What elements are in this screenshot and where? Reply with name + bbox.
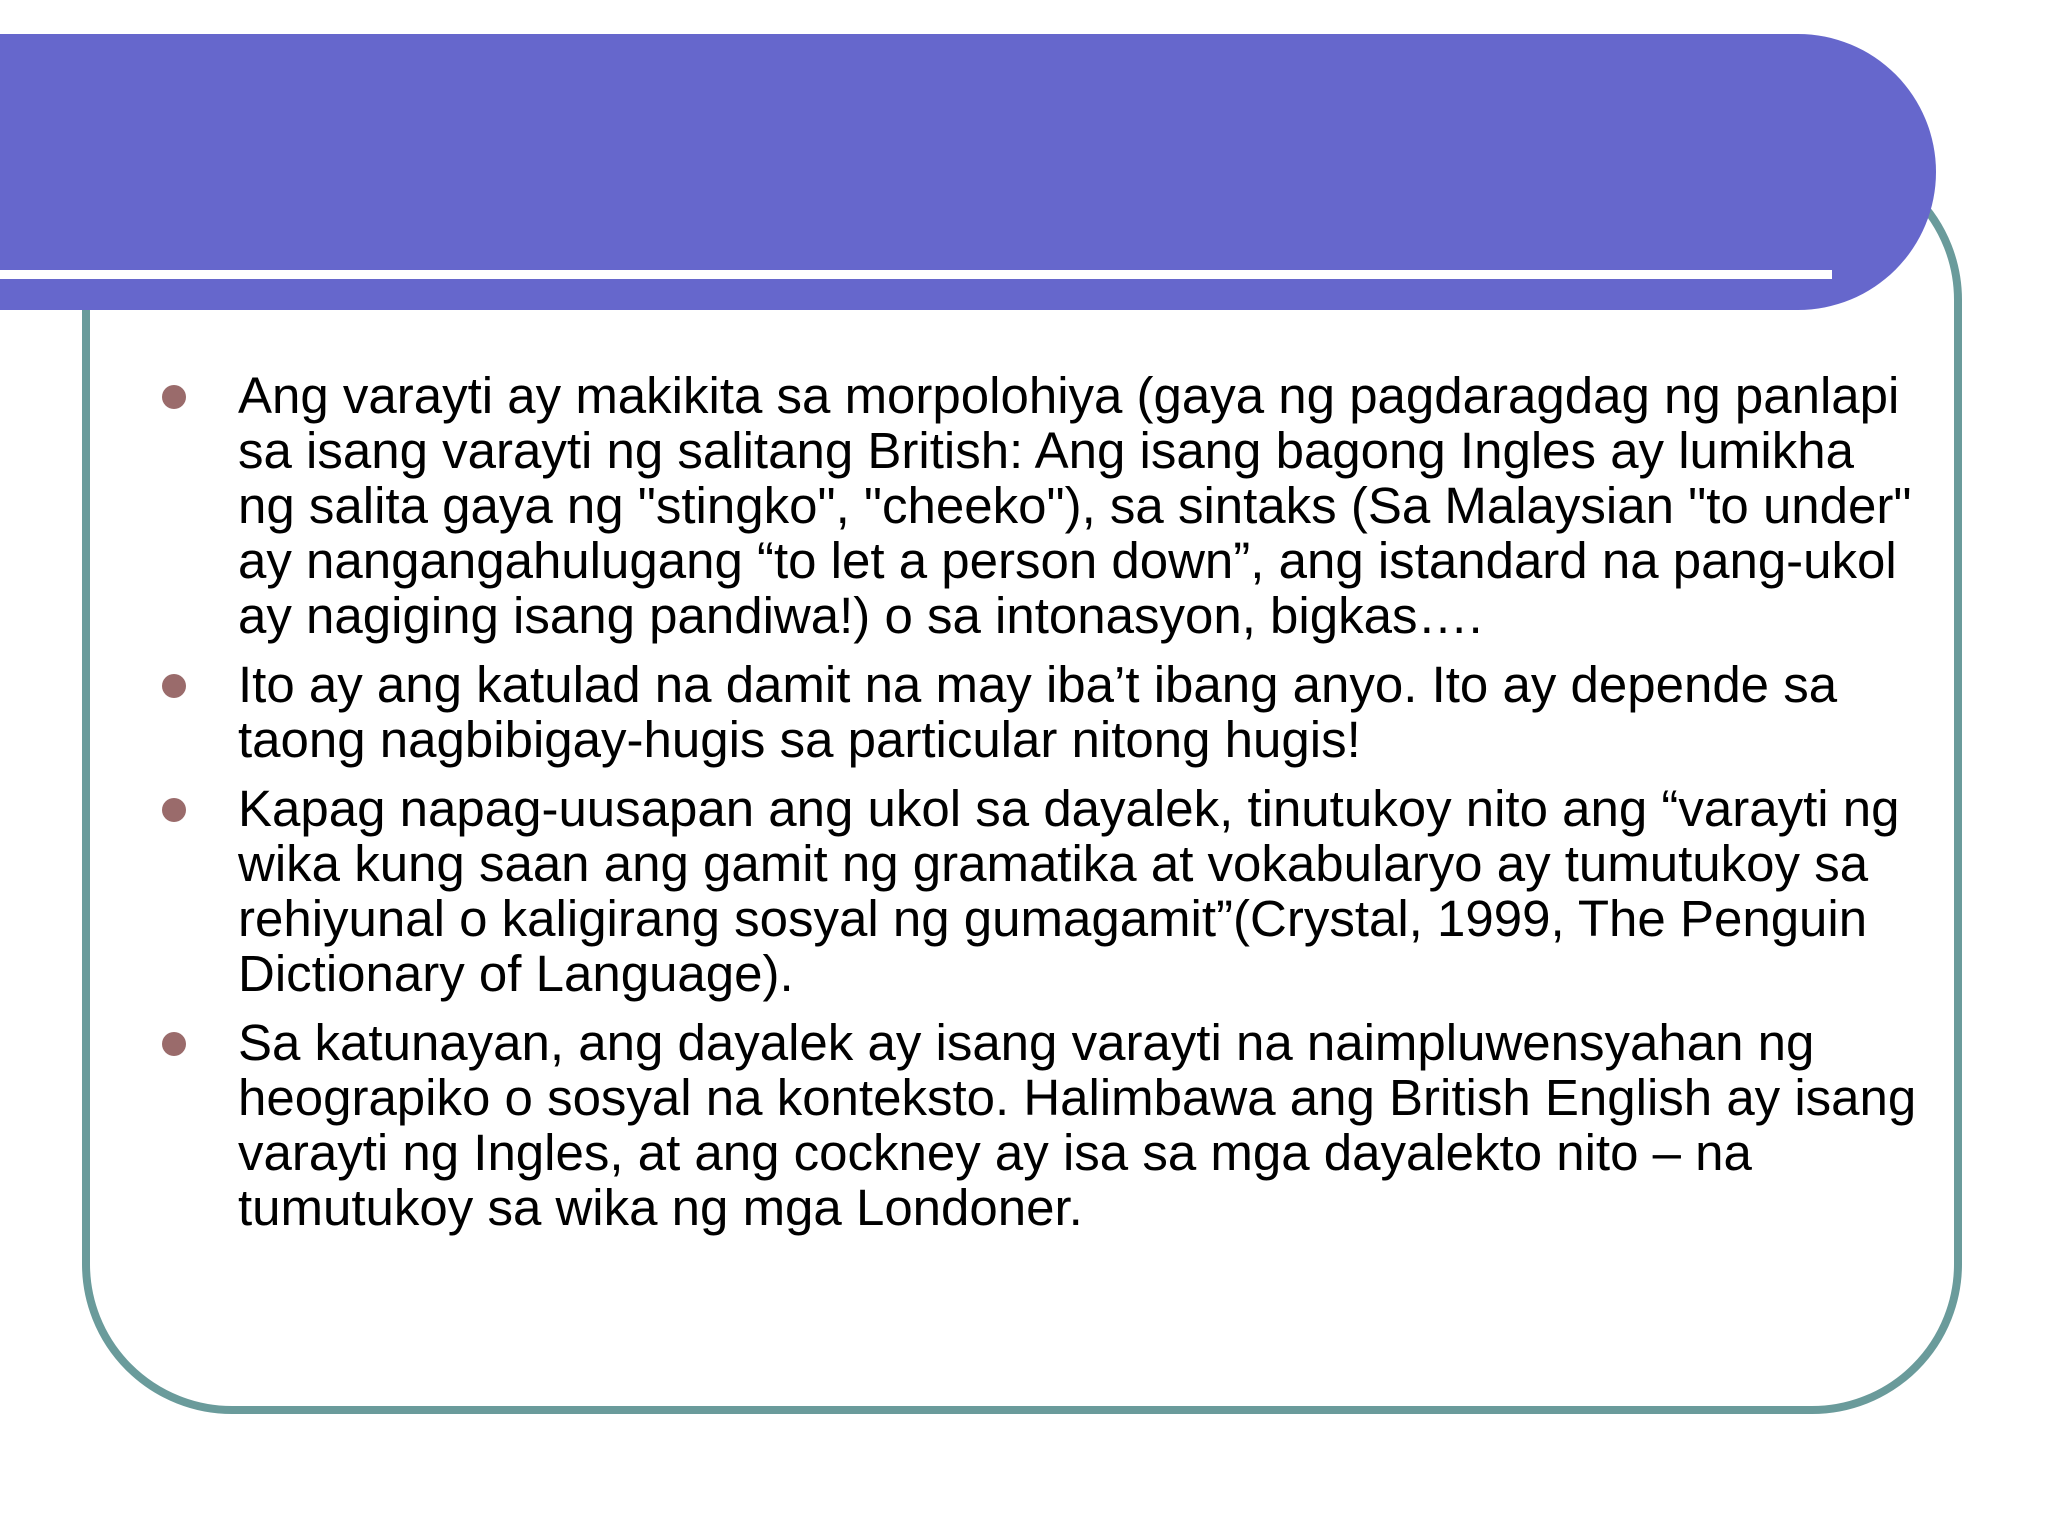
bullet-text: Ang varayti ay makikita sa morpolohiya (gaya ng pagdaragdag ng panlapi sa isang varayti ng salitang British: Ang isang bagong Ingles ay lumikha ng salita gaya ng "stingko", "cheeko"), sa sintaks (Sa Malaysian "to under" ay nangangahulugang “to let a person down”, ang istandard na pang-ukol ay nagiging isang pandiwa!) o sa intonasyon, bigkas….	[238, 367, 1912, 644]
bullet-text: Ito ay ang katulad na damit na may iba’t ibang anyo. Ito ay depende sa taong nagbibigay-hugis sa particular nitong hugis!	[238, 656, 1838, 768]
title-band	[0, 34, 1936, 310]
bullet-text: Sa katunayan, ang dayalek ay isang varayti na naimpluwensyahan ng heograpiko o sosyal na konteksto. Halimbawa ang British English ay isang varayti ng Ingles, at ang cockney ay isa sa mga dayalekto nito – na tumutukoy sa wika ng mga Londoner.	[238, 1014, 1917, 1236]
bullet-item	[158, 1015, 1918, 1235]
bullet-item	[158, 657, 1918, 767]
bullet-dot-icon	[162, 1032, 186, 1056]
bullet-item	[158, 781, 1918, 1001]
bullet-dot-icon	[162, 385, 186, 409]
bullet-item	[158, 368, 1918, 643]
bullet-dot-icon	[162, 674, 186, 698]
title-divider	[0, 270, 1832, 279]
bullet-text: Kapag napag-uusapan ang ukol sa dayalek, tinutukoy nito ang “varayti ng wika kung saan ang gamit ng gramatika at vokabularyo ay tumutukoy sa rehiyunal o kaligirang sosyal ng gumagamit”(Crystal, 1999, The Penguin Dictionary of Language).	[238, 780, 1900, 1002]
bullet-list	[158, 368, 1918, 1249]
bullet-dot-icon	[162, 798, 186, 822]
